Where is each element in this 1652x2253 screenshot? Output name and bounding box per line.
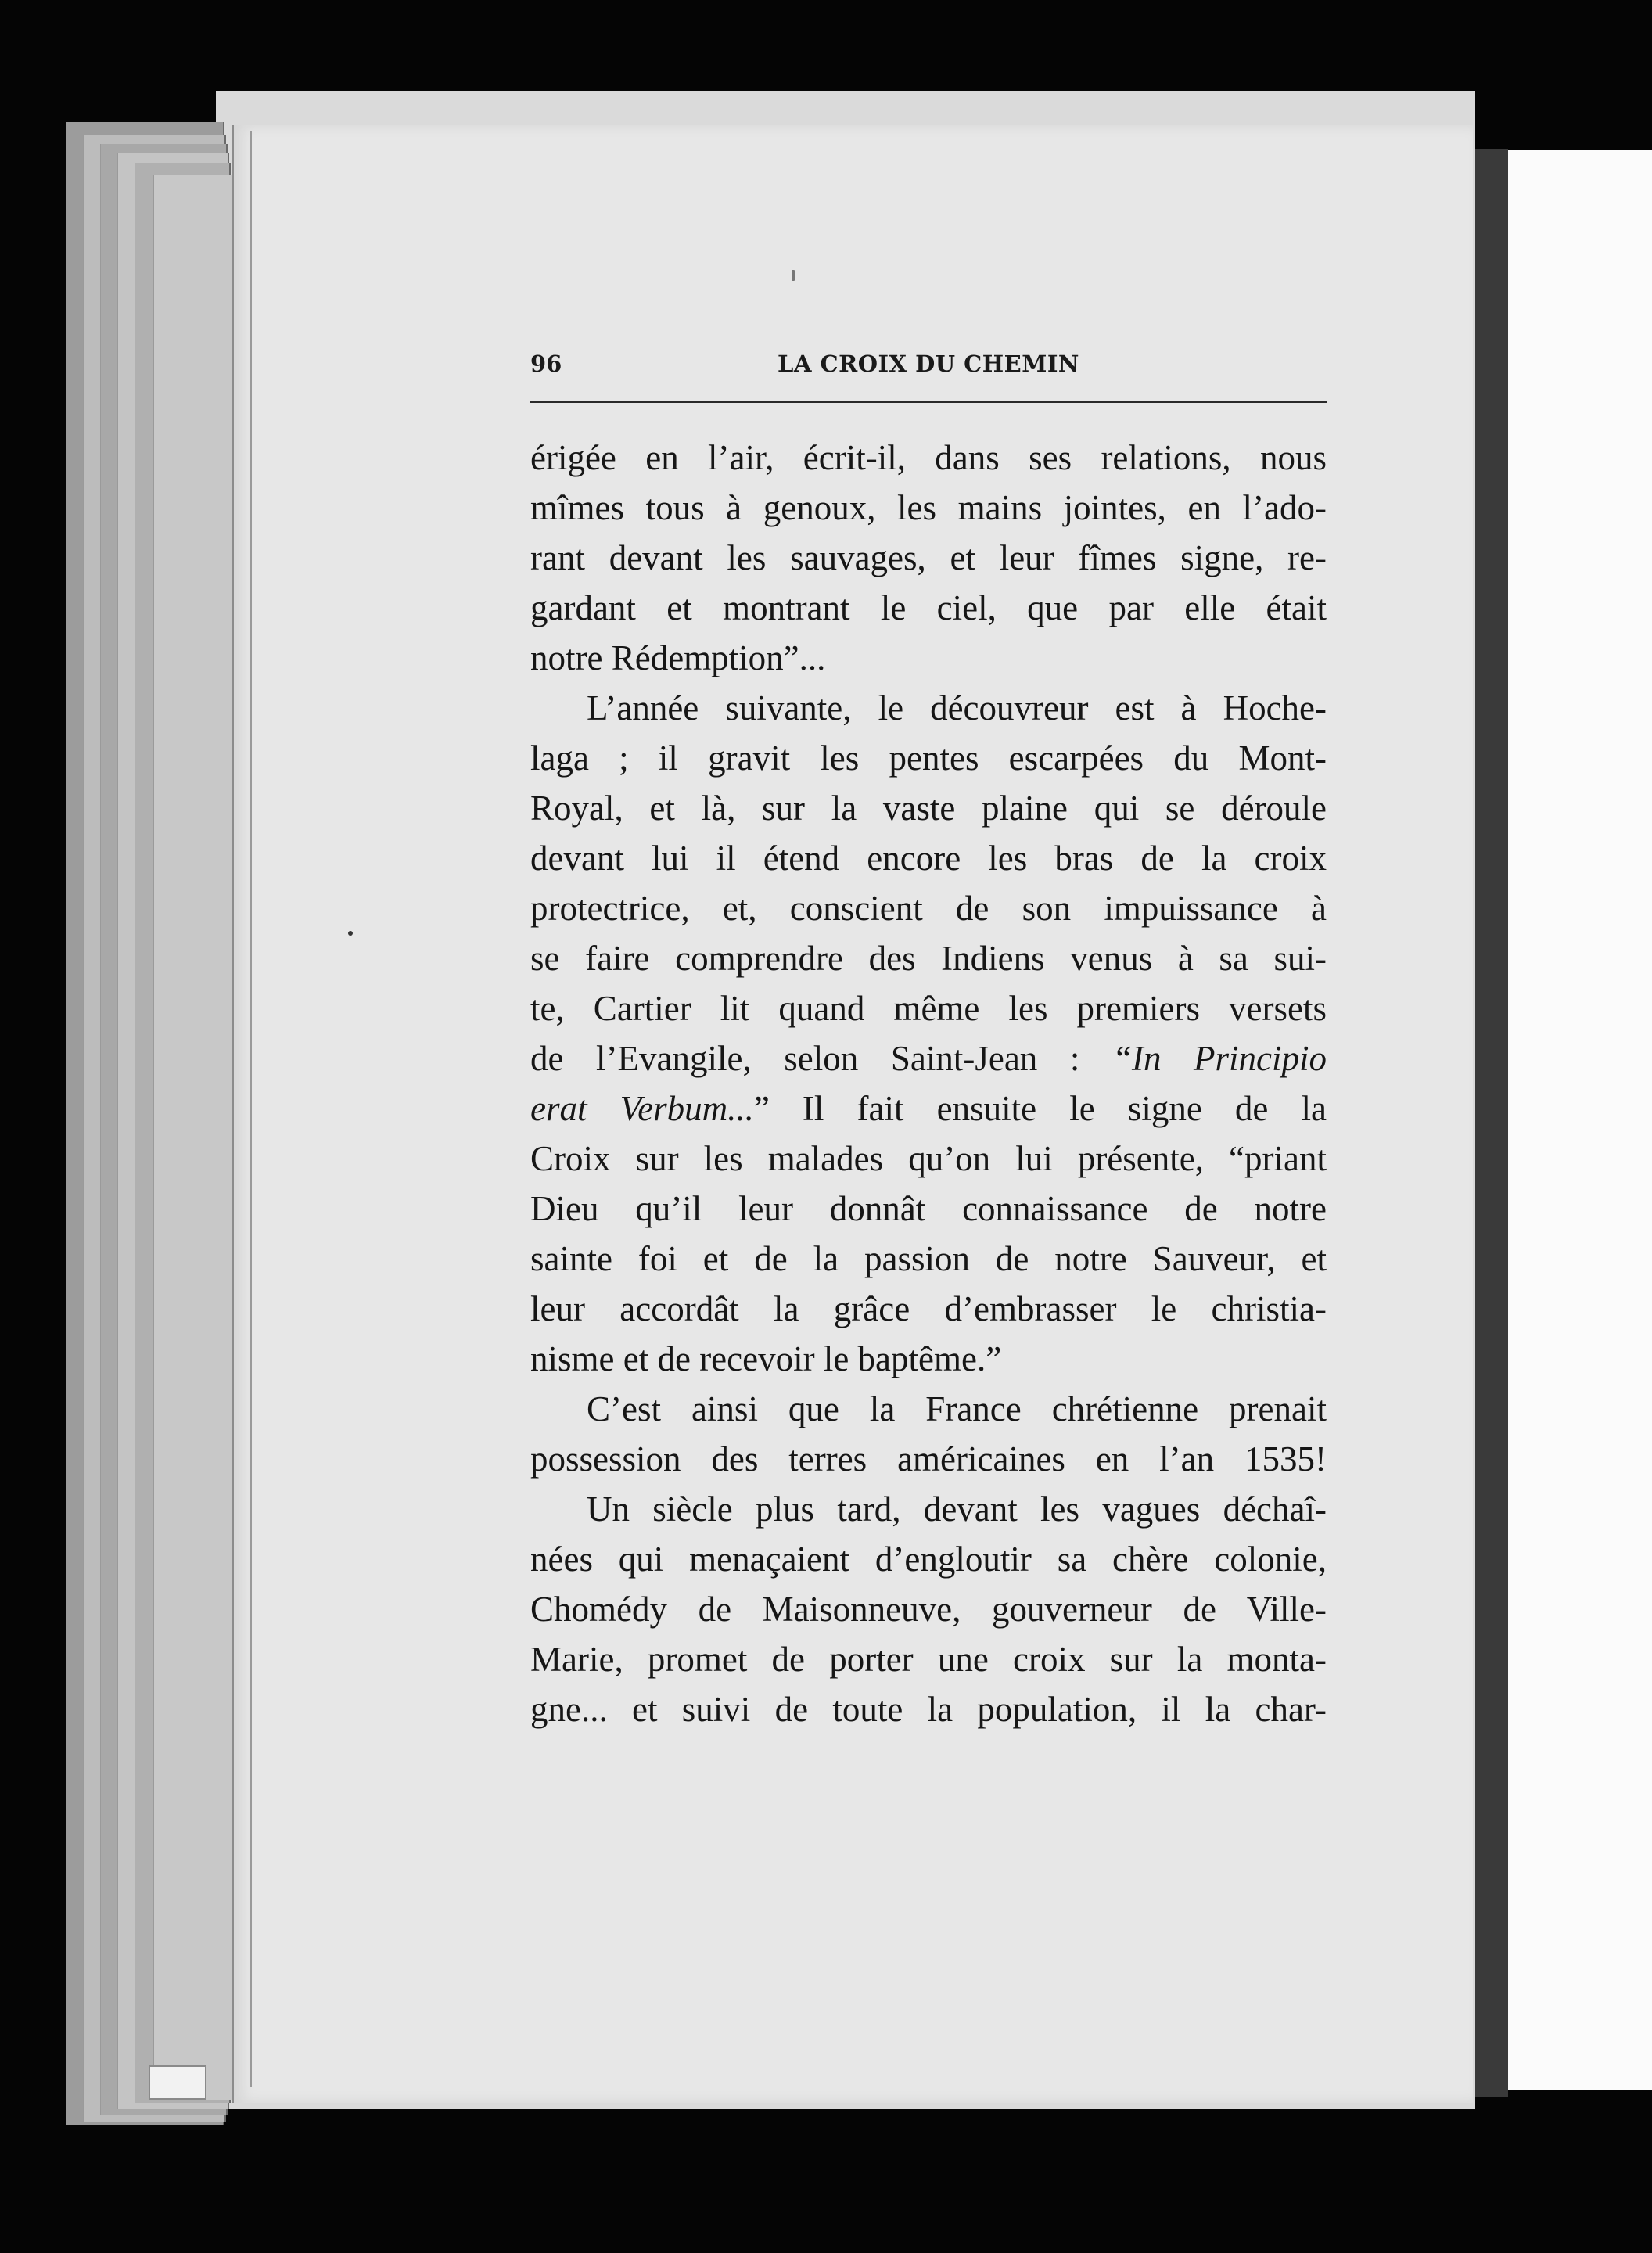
text-line (530, 1184, 1327, 1234)
text-line (530, 1083, 1327, 1134)
italic-quote: “In Principio (1112, 1039, 1327, 1078)
text-line (530, 1684, 1327, 1734)
text-line-content: Dieu qu’il leur donnât connaissance de notre (530, 1189, 1327, 1228)
text-line-content: se faire comprendre des Indiens venus à sa sui- (530, 939, 1327, 978)
scan-speck (348, 931, 353, 936)
text-line-content: Chomédy de Maisonneuve, gouverneur de Ville- (530, 1590, 1327, 1629)
text-line (530, 983, 1327, 1033)
text-line (530, 1584, 1327, 1634)
running-title: LA CROIX DU CHEMIN (778, 350, 1079, 377)
text-line-content: leur accordât la grâce d’embrasser le christia- (530, 1289, 1327, 1328)
scan-speck (792, 270, 795, 281)
text-line (530, 1234, 1327, 1284)
text-line (530, 783, 1327, 833)
text-line (530, 583, 1327, 633)
text-line-content: notre Rédemption”... (530, 638, 826, 677)
text-line (530, 483, 1327, 533)
text-line (530, 933, 1327, 983)
text-line-content: Marie, promet de porter une croix sur la monta- (530, 1640, 1327, 1679)
text-line-content: sainte foi et de la passion de notre Sauveur, et (530, 1239, 1327, 1278)
text-line-content: érigée en l’air, écrit-il, dans ses relations, nous (530, 438, 1327, 477)
text-line-content: gardant et montrant le ciel, que par elle était (530, 588, 1327, 627)
text-line-content: laga ; il gravit les pentes escarpées du Mont- (530, 738, 1327, 778)
text-line (530, 1484, 1327, 1534)
text-line-content: mîmes tous à genoux, les mains jointes, en l’ado- (530, 488, 1327, 527)
text-line (530, 633, 1327, 683)
text-line-content: possession des terres américaines en l’an 1535! (530, 1439, 1327, 1479)
text-line (530, 1434, 1327, 1484)
text-line (530, 883, 1327, 933)
italic-quote: erat Verbum... (530, 1089, 754, 1128)
page-gutter-line (250, 131, 252, 2087)
page-stack-edge (153, 175, 234, 2100)
text-line-content: C’est ainsi que la France chrétienne prenait (587, 1389, 1327, 1428)
right-margin-area (1503, 150, 1652, 2090)
text-line (530, 1384, 1327, 1434)
header-rule (530, 401, 1327, 403)
text-line-content: protectrice, et, conscient de son impuissance à (530, 889, 1327, 928)
text-line (530, 1134, 1327, 1184)
book-spine-edge (1471, 149, 1508, 2097)
text-line (530, 1634, 1327, 1684)
text-line-content: Royal, et là, sur la vaste plaine qui se déroule (530, 789, 1327, 828)
text-line-content: te, Cartier lit quand même les premiers versets (530, 989, 1327, 1028)
page-tab-marker (149, 2065, 206, 2100)
text-line-content: devant lui il étend encore les bras de la croix (530, 839, 1327, 878)
text-line-content: ” Il fait ensuite le signe de la (753, 1089, 1327, 1128)
text-line-content: Un siècle plus tard, devant les vagues déchaî- (587, 1489, 1327, 1529)
text-line (530, 1284, 1327, 1334)
body-text (530, 433, 1327, 1734)
text-line-content: rant devant les sauvages, et leur fîmes signe, re- (530, 538, 1327, 577)
text-line (530, 433, 1327, 483)
text-line (530, 683, 1327, 733)
text-line (530, 1334, 1327, 1384)
running-header (530, 344, 1327, 383)
text-line (530, 1534, 1327, 1584)
text-line-content: nées qui menaçaient d’engloutir sa chère colonie, (530, 1540, 1327, 1579)
text-line-content: nisme et de recevoir le baptême.” (530, 1339, 1002, 1378)
text-line-content: L’année suivante, le découvreur est à Hoche- (587, 688, 1327, 728)
page-number: 96 (530, 350, 562, 377)
text-line-content: gne... et suivi de toute la population, il la char- (530, 1690, 1327, 1729)
text-line-content: Croix sur les malades qu’on lui présente, “priant (530, 1139, 1327, 1178)
text-line (530, 733, 1327, 783)
text-line (530, 533, 1327, 583)
text-line-content: de l’Evangile, selon Saint-Jean : (530, 1039, 1112, 1078)
text-line (530, 1033, 1327, 1083)
text-line (530, 833, 1327, 883)
